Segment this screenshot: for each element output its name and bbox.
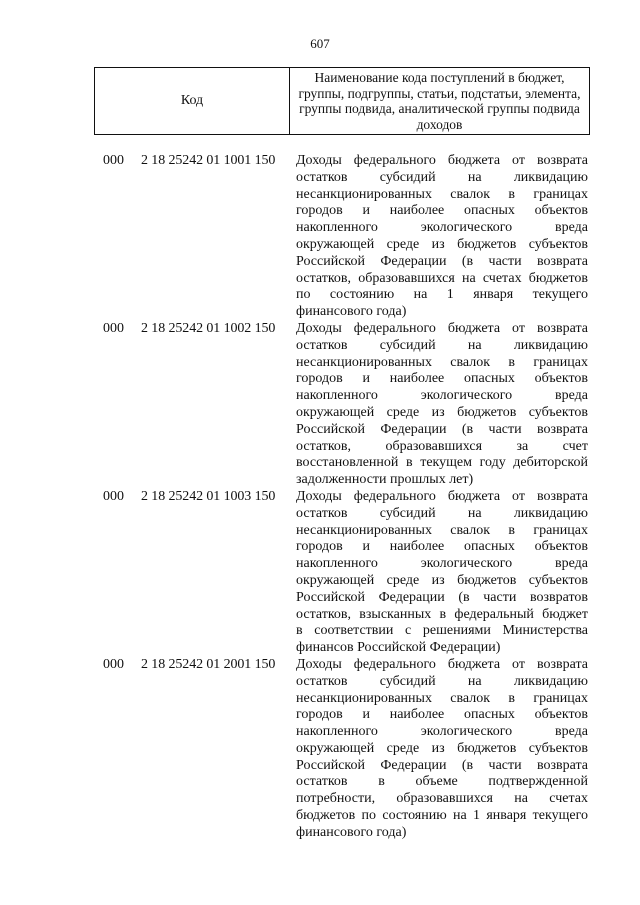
description-line: окружающей среде из бюджетов субъектов [296, 404, 588, 420]
description-line: остатков, образовавшихся на счетах бюджетов [296, 270, 588, 286]
admin-code: 000 [103, 656, 124, 672]
revenue-description [296, 657, 588, 842]
entries-list [0, 153, 640, 842]
description-line: остатков субсидий на ликвидацию [296, 337, 588, 353]
revenue-code: 2 18 25242 01 1001 150 [141, 153, 276, 168]
description-line: окружающей среде из бюджетов субъектов [296, 740, 588, 756]
description-line: несанкционированных свалок в границах [296, 354, 588, 370]
description-line: задолженности прошлых лет) [296, 472, 474, 488]
description-line: Российской Федерации (в части возвратов [296, 589, 588, 605]
revenue-description [296, 321, 588, 489]
description-line: финансового года) [296, 304, 407, 320]
description-line: несанкционированных свалок в границах [296, 186, 588, 202]
description-line: потребности, образовавшихся на счетах [296, 791, 588, 807]
description-line: Российской Федерации (в части возврата [296, 757, 588, 773]
table-row [0, 657, 640, 842]
description-line: Доходы федерального бюджета от возврата [296, 320, 588, 336]
description-line: городов и наиболее опасных объектов [296, 707, 588, 723]
description-line: Доходы федерального бюджета от возврата [296, 656, 588, 672]
admin-code: 000 [103, 320, 124, 336]
revenue-description [296, 489, 588, 657]
description-line: бюджетов по состоянию на 1 января текущего [296, 808, 588, 824]
description-line: окружающей среде из бюджетов субъектов [296, 236, 588, 252]
description-line: городов и наиболее опасных объектов [296, 539, 588, 555]
table-row [0, 153, 640, 321]
description-line: накопленного экологического вреда [296, 724, 588, 740]
revenue-description [296, 153, 588, 321]
description-line: остатков, взысканных в федеральный бюджет [296, 606, 588, 622]
description-line: городов и наиболее опасных объектов [296, 371, 588, 387]
description-line: городов и наиболее опасных объектов [296, 203, 588, 219]
description-line: в соответствии с решениями Министерства [296, 623, 588, 639]
description-line: накопленного экологического вреда [296, 220, 588, 236]
admin-code: 000 [103, 488, 124, 504]
table-row [0, 321, 640, 489]
admin-code: 000 [103, 153, 124, 168]
description-line: окружающей среде из бюджетов субъектов [296, 572, 588, 588]
description-line: восстановленной в текущем году дебиторской [296, 455, 588, 471]
description-line: остатков субсидий на ликвидацию [296, 169, 588, 185]
description-line: финансового года) [296, 824, 407, 840]
revenue-code: 2 18 25242 01 2001 150 [141, 656, 276, 672]
description-line: Российской Федерации (в части возврата [296, 253, 588, 269]
description-line: несанкционированных свалок в границах [296, 690, 588, 706]
revenue-code: 2 18 25242 01 1002 150 [141, 320, 276, 336]
description-line: по состоянию на 1 января текущего [296, 287, 588, 303]
description-line: Доходы федерального бюджета от возврата [296, 488, 588, 504]
description-line: остатков, образовавшихся за счет [296, 438, 588, 454]
description-line: накопленного экологического вреда [296, 556, 588, 572]
header-name-cell: Наименование кода поступлений в бюджет, группы, подгруппы, статьи, подстатьи, элемента, группы подвида, аналитической группы подвида доходов [298, 70, 581, 132]
description-line: остатков субсидий на ликвидацию [296, 673, 588, 689]
description-line: Доходы федерального бюджета от возврата [296, 153, 588, 168]
description-line: Российской Федерации (в части возврата [296, 421, 588, 437]
description-line: остатков в объеме подтвержденной [296, 774, 588, 790]
table-row [0, 489, 640, 657]
header-code-cell: Код [95, 68, 290, 134]
description-line: остатков субсидий на ликвидацию [296, 505, 588, 521]
description-line: накопленного экологического вреда [296, 388, 588, 404]
revenue-code: 2 18 25242 01 1003 150 [141, 488, 276, 504]
description-line: финансов Российской Федерации) [296, 640, 501, 656]
description-line: несанкционированных свалок в границах [296, 522, 588, 538]
page-number: 607 [310, 36, 330, 51]
table-header [94, 67, 590, 135]
